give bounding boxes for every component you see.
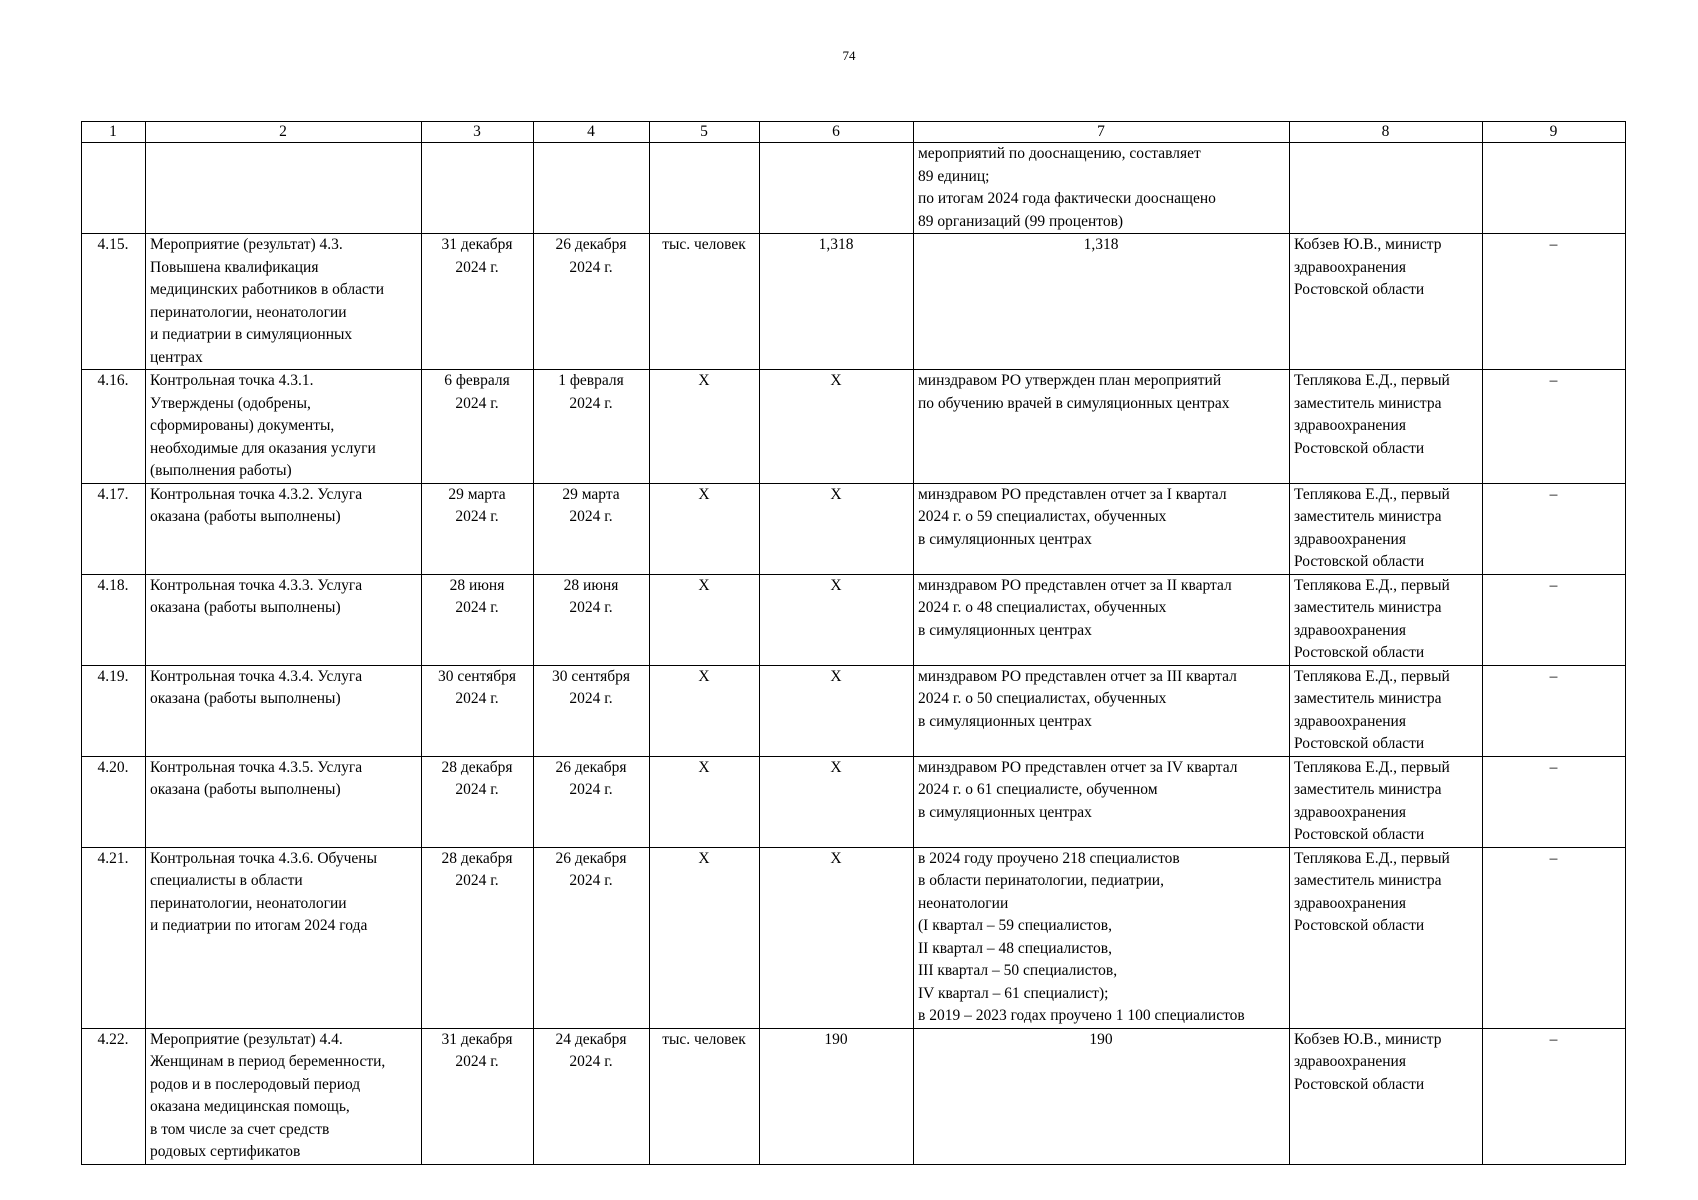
cell-line: 31 декабря bbox=[441, 1030, 513, 1048]
event-name-cell bbox=[146, 483, 422, 574]
cell-line: оказана (работы выполнены) bbox=[150, 599, 341, 616]
cell-line: здравоохранения bbox=[1294, 712, 1406, 730]
row-number-cell: 4.20. bbox=[82, 756, 146, 847]
cell-line: здравоохранения bbox=[1294, 530, 1406, 548]
cell-line: оказана (работы выполнены) bbox=[150, 781, 341, 798]
cell-line: родов и в послеродовый период bbox=[150, 1075, 361, 1093]
cell-line: 29 марта bbox=[562, 485, 620, 503]
cell-line: 31 декабря bbox=[441, 236, 513, 253]
description-cell bbox=[914, 234, 1290, 370]
cell-line: заместитель министра bbox=[1294, 690, 1442, 707]
note-cell: – bbox=[1483, 1028, 1626, 1164]
cell-line: 2024 г. bbox=[455, 599, 499, 616]
cell-line: Теплякова Е.Д., первый bbox=[1294, 485, 1450, 503]
cell-line: 28 июня bbox=[449, 576, 505, 594]
cell-line: 2024 г. bbox=[455, 508, 499, 525]
table-row bbox=[82, 370, 1626, 484]
cell-line: Повышена квалификация bbox=[150, 258, 319, 276]
report-table bbox=[81, 121, 1626, 1165]
responsible-cell bbox=[1290, 847, 1483, 1028]
table-body bbox=[82, 143, 1626, 1165]
planned-date-cell bbox=[422, 665, 534, 756]
cell-line: Ростовской области bbox=[1294, 1075, 1425, 1093]
column-number-4: 4 bbox=[534, 122, 650, 143]
cell-line: 2024 г. bbox=[455, 872, 499, 889]
cell-line: оказана (работы выполнены) bbox=[150, 508, 341, 525]
cell-line: 26 декабря bbox=[555, 758, 627, 776]
cell-line: и педиатрии в симуляционных bbox=[150, 326, 353, 343]
table-row bbox=[82, 756, 1626, 847]
cell-line: Ростовской области bbox=[1294, 735, 1425, 752]
cell-line: заместитель министра bbox=[1294, 394, 1442, 412]
event-name-cell bbox=[146, 143, 422, 234]
event-name-cell bbox=[146, 370, 422, 484]
cell-line: Теплякова Е.Д., первый bbox=[1294, 372, 1450, 389]
responsible-cell bbox=[1290, 756, 1483, 847]
cell-line: 2024 г. о 48 специалистах, обученных bbox=[918, 599, 1167, 616]
responsible-cell bbox=[1290, 483, 1483, 574]
cell-line: Теплякова Е.Д., первый bbox=[1294, 667, 1450, 685]
cell-line: 89 единиц; bbox=[918, 167, 990, 185]
cell-line: (выполнения работы) bbox=[150, 462, 292, 479]
table-row bbox=[82, 234, 1626, 370]
actual-date-cell bbox=[534, 143, 650, 234]
cell-line: минздравом РО представлен отчет за III квартал bbox=[918, 667, 1237, 685]
value-cell: Х bbox=[760, 665, 914, 756]
column-number-row bbox=[82, 122, 1626, 143]
cell-line: 28 декабря bbox=[441, 849, 513, 867]
planned-date-cell bbox=[422, 756, 534, 847]
cell-line: в области перинатологии, педиатрии, bbox=[918, 872, 1164, 889]
cell-line: Ростовской области bbox=[1294, 553, 1425, 570]
planned-date-cell bbox=[422, 483, 534, 574]
column-number-2: 2 bbox=[146, 122, 422, 143]
unit-cell: Х bbox=[650, 665, 760, 756]
cell-line: 2024 г. bbox=[569, 258, 613, 276]
cell-line: 30 сентября bbox=[551, 667, 631, 685]
cell-line: Ростовской области bbox=[1294, 281, 1425, 298]
cell-line: 2024 г. bbox=[569, 781, 613, 798]
column-number-5: 5 bbox=[650, 122, 760, 143]
cell-line: неонатологии bbox=[918, 894, 1009, 912]
cell-line: Контрольная точка 4.3.6. Обучены bbox=[150, 849, 377, 867]
actual-date-cell bbox=[534, 665, 650, 756]
cell-line: 1 февраля bbox=[558, 372, 624, 389]
unit-cell bbox=[650, 143, 760, 234]
description-cell bbox=[914, 665, 1290, 756]
cell-line: в 2024 году проучено 218 специалистов bbox=[918, 849, 1180, 867]
value-cell: Х bbox=[760, 574, 914, 665]
row-number-cell: 4.22. bbox=[82, 1028, 146, 1164]
planned-date-cell bbox=[422, 234, 534, 370]
cell-line: 2024 г. bbox=[569, 394, 613, 412]
column-number-8: 8 bbox=[1290, 122, 1483, 143]
cell-line: заместитель министра bbox=[1294, 508, 1442, 525]
cell-line: Контрольная точка 4.3.5. Услуга bbox=[150, 758, 363, 776]
table-row bbox=[82, 847, 1626, 1028]
cell-line: Контрольная точка 4.3.2. Услуга bbox=[150, 485, 363, 503]
value-cell: Х bbox=[760, 756, 914, 847]
cell-line: Ростовской области bbox=[1294, 917, 1425, 934]
cell-line: здравоохранения bbox=[1294, 621, 1406, 639]
page-number: 74 bbox=[842, 48, 856, 63]
cell-line: IV квартал – 61 специалист); bbox=[918, 984, 1109, 1002]
row-number-cell: 4.19. bbox=[82, 665, 146, 756]
row-number-cell: 4.15. bbox=[82, 234, 146, 370]
cell-line: перинатологии, неонатологии bbox=[150, 894, 347, 912]
cell-line: Мероприятие (результат) 4.3. bbox=[150, 236, 343, 253]
value-cell: 1,318 bbox=[760, 234, 914, 370]
note-cell bbox=[1483, 143, 1626, 234]
cell-line: Ростовской области bbox=[1294, 826, 1425, 843]
cell-line: 2024 г. bbox=[569, 872, 613, 889]
column-number-6: 6 bbox=[760, 122, 914, 143]
cell-line: Мероприятие (результат) 4.4. bbox=[150, 1030, 343, 1048]
description-cell bbox=[914, 574, 1290, 665]
description-cell bbox=[914, 756, 1290, 847]
cell-line: заместитель министра bbox=[1294, 599, 1442, 616]
actual-date-cell bbox=[534, 483, 650, 574]
responsible-cell bbox=[1290, 143, 1483, 234]
cell-line: 28 июня bbox=[563, 576, 619, 594]
cell-line: 24 декабря bbox=[555, 1030, 627, 1048]
cell-line: в том числе за счет средств bbox=[150, 1120, 330, 1138]
event-name-cell bbox=[146, 234, 422, 370]
value-cell: Х bbox=[760, 370, 914, 484]
description-cell bbox=[914, 1028, 1290, 1164]
value-cell bbox=[760, 143, 914, 234]
description-cell bbox=[914, 370, 1290, 484]
column-number-7: 7 bbox=[914, 122, 1290, 143]
row-number-cell bbox=[82, 143, 146, 234]
cell-line: минздравом РО утвержден план мероприятий bbox=[918, 372, 1222, 389]
cell-line: в симуляционных центрах bbox=[918, 621, 1092, 639]
planned-date-cell bbox=[422, 370, 534, 484]
row-number-cell: 4.16. bbox=[82, 370, 146, 484]
column-number-1: 1 bbox=[82, 122, 146, 143]
note-cell: – bbox=[1483, 756, 1626, 847]
event-name-cell bbox=[146, 665, 422, 756]
cell-line: 2024 г. bbox=[455, 781, 499, 798]
cell-line: в 2019 – 2023 годах проучено 1 100 специалистов bbox=[918, 1007, 1245, 1024]
note-cell: – bbox=[1483, 574, 1626, 665]
responsible-cell bbox=[1290, 665, 1483, 756]
cell-line: 2024 г. bbox=[569, 599, 613, 616]
actual-date-cell bbox=[534, 234, 650, 370]
cell-line: Контрольная точка 4.3.3. Услуга bbox=[150, 576, 363, 594]
cell-line: заместитель министра bbox=[1294, 872, 1442, 889]
cell-line: 26 декабря bbox=[555, 849, 627, 867]
cell-line: Утверждены (одобрены, bbox=[150, 394, 311, 412]
cell-line: 2024 г. о 61 специалисте, обученном bbox=[918, 781, 1158, 798]
cell-line: 2024 г. о 59 специалистах, обученных bbox=[918, 508, 1167, 525]
planned-date-cell bbox=[422, 1028, 534, 1164]
cell-line: сформированы) документы, bbox=[150, 417, 335, 434]
cell-line: 30 сентября bbox=[437, 667, 517, 685]
planned-date-cell bbox=[422, 574, 534, 665]
cell-line: родовых сертификатов bbox=[150, 1143, 301, 1160]
cell-line: Контрольная точка 4.3.4. Услуга bbox=[150, 667, 363, 685]
cell-line: 6 февраля bbox=[444, 372, 510, 389]
note-cell: – bbox=[1483, 483, 1626, 574]
row-number-cell: 4.17. bbox=[82, 483, 146, 574]
cell-line: 190 bbox=[1089, 1030, 1113, 1048]
table-row bbox=[82, 483, 1626, 574]
cell-line: 2024 г. bbox=[455, 1053, 499, 1070]
planned-date-cell bbox=[422, 847, 534, 1028]
cell-line: медицинских работников в области bbox=[150, 281, 384, 298]
cell-line: 2024 г. bbox=[569, 1053, 613, 1070]
event-name-cell bbox=[146, 1028, 422, 1164]
cell-line: мероприятий по дооснащению, составляет bbox=[918, 145, 1201, 162]
cell-line: в симуляционных центрах bbox=[918, 803, 1092, 821]
cell-line: заместитель министра bbox=[1294, 781, 1442, 798]
value-cell: 190 bbox=[760, 1028, 914, 1164]
cell-line: Кобзев Ю.В., министр bbox=[1294, 236, 1442, 253]
description-cell bbox=[914, 143, 1290, 234]
cell-line: по итогам 2024 года фактически дооснащено bbox=[918, 190, 1216, 207]
cell-line: центрах bbox=[150, 348, 203, 366]
note-cell: – bbox=[1483, 234, 1626, 370]
planned-date-cell bbox=[422, 143, 534, 234]
actual-date-cell bbox=[534, 1028, 650, 1164]
cell-line: Ростовской области bbox=[1294, 439, 1425, 457]
cell-line: Ростовской области bbox=[1294, 644, 1425, 661]
cell-line: Теплякова Е.Д., первый bbox=[1294, 849, 1450, 867]
column-number-3: 3 bbox=[422, 122, 534, 143]
cell-line: минздравом РО представлен отчет за IV квартал bbox=[918, 758, 1238, 776]
table-row bbox=[82, 143, 1626, 234]
actual-date-cell bbox=[534, 756, 650, 847]
description-cell bbox=[914, 483, 1290, 574]
cell-line: Женщинам в период беременности, bbox=[150, 1053, 386, 1070]
cell-line: оказана (работы выполнены) bbox=[150, 690, 341, 707]
unit-cell: тыс. человек bbox=[650, 1028, 760, 1164]
unit-cell: тыс. человек bbox=[650, 234, 760, 370]
cell-line: минздравом РО представлен отчет за I квартал bbox=[918, 485, 1227, 503]
cell-line: здравоохранения bbox=[1294, 894, 1406, 912]
responsible-cell bbox=[1290, 1028, 1483, 1164]
cell-line: перинатологии, неонатологии bbox=[150, 303, 347, 321]
cell-line: Кобзев Ю.В., министр bbox=[1294, 1030, 1442, 1048]
table-row bbox=[82, 665, 1626, 756]
cell-line: здравоохранения bbox=[1294, 1053, 1406, 1070]
cell-line: оказана медицинская помощь, bbox=[150, 1098, 350, 1115]
cell-line: 89 организаций (99 процентов) bbox=[918, 212, 1124, 230]
cell-line: 2024 г. bbox=[455, 258, 499, 276]
unit-cell: Х bbox=[650, 483, 760, 574]
unit-cell: Х bbox=[650, 370, 760, 484]
cell-line: 2024 г. bbox=[455, 394, 499, 412]
cell-line: здравоохранения bbox=[1294, 803, 1406, 821]
cell-line: 2024 г. о 50 специалистах, обученных bbox=[918, 690, 1167, 707]
row-number-cell: 4.18. bbox=[82, 574, 146, 665]
actual-date-cell bbox=[534, 370, 650, 484]
cell-line: минздравом РО представлен отчет за II квартал bbox=[918, 576, 1232, 594]
cell-line: по обучению врачей в симуляционных центрах bbox=[918, 394, 1230, 412]
cell-line: 26 декабря bbox=[555, 236, 627, 253]
cell-line: Теплякова Е.Д., первый bbox=[1294, 576, 1450, 594]
cell-line: 2024 г. bbox=[569, 690, 613, 707]
unit-cell: Х bbox=[650, 847, 760, 1028]
column-number-9: 9 bbox=[1483, 122, 1626, 143]
value-cell: Х bbox=[760, 847, 914, 1028]
cell-line: Теплякова Е.Д., первый bbox=[1294, 758, 1450, 776]
note-cell: – bbox=[1483, 665, 1626, 756]
note-cell: – bbox=[1483, 370, 1626, 484]
cell-line: в симуляционных центрах bbox=[918, 530, 1092, 548]
row-number-cell: 4.21. bbox=[82, 847, 146, 1028]
cell-line: в симуляционных центрах bbox=[918, 712, 1092, 730]
cell-line: II квартал – 48 специалистов, bbox=[918, 939, 1112, 957]
event-name-cell bbox=[146, 756, 422, 847]
note-cell: – bbox=[1483, 847, 1626, 1028]
unit-cell: Х bbox=[650, 756, 760, 847]
cell-line: здравоохранения bbox=[1294, 258, 1406, 276]
responsible-cell bbox=[1290, 234, 1483, 370]
cell-line: 28 декабря bbox=[441, 758, 513, 776]
table-row bbox=[82, 574, 1626, 665]
actual-date-cell bbox=[534, 847, 650, 1028]
cell-line: 2024 г. bbox=[569, 508, 613, 525]
event-name-cell bbox=[146, 847, 422, 1028]
description-cell bbox=[914, 847, 1290, 1028]
cell-line: Контрольная точка 4.3.1. bbox=[150, 372, 314, 389]
value-cell: Х bbox=[760, 483, 914, 574]
cell-line: здравоохранения bbox=[1294, 417, 1406, 434]
actual-date-cell bbox=[534, 574, 650, 665]
responsible-cell bbox=[1290, 574, 1483, 665]
cell-line: 1,318 bbox=[1083, 236, 1119, 253]
table-row bbox=[82, 1028, 1626, 1164]
cell-line: необходимые для оказания услуги bbox=[150, 439, 376, 457]
cell-line: 29 марта bbox=[448, 485, 506, 503]
responsible-cell bbox=[1290, 370, 1483, 484]
cell-line: 2024 г. bbox=[455, 690, 499, 707]
cell-line: (I квартал – 59 специалистов, bbox=[918, 917, 1112, 934]
cell-line: специалисты в области bbox=[150, 872, 303, 889]
cell-line: III квартал – 50 специалистов, bbox=[918, 962, 1118, 979]
event-name-cell bbox=[146, 574, 422, 665]
cell-line: и педиатрии по итогам 2024 года bbox=[150, 917, 368, 934]
unit-cell: Х bbox=[650, 574, 760, 665]
